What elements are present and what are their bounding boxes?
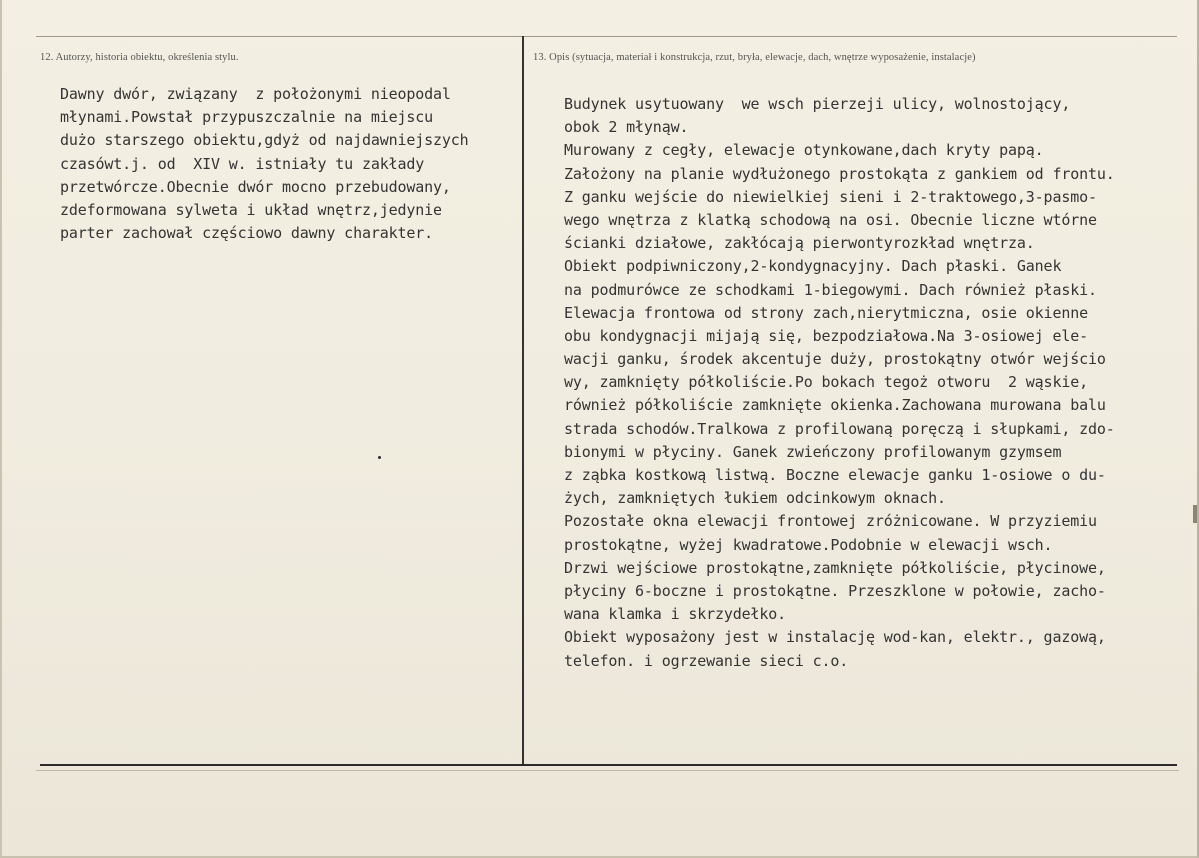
description-text-line: żych, zamkniętych łukiem odcinkowym oknach. — [564, 489, 946, 508]
description-text-line: Drzwi wejściowe prostokątne,zamknięte półkoliście, płycinowe, — [564, 558, 1106, 577]
history-text-block — [60, 83, 520, 245]
history-text-line: czasówt.j. od XIV w. istniały tu zakłady — [60, 154, 425, 173]
history-text-line: zdeformowana sylweta i układ wnętrz,jedynie — [60, 200, 442, 219]
footer-rule-faint — [36, 770, 1179, 771]
column-divider — [522, 36, 524, 764]
description-text-line: na podmurówce ze schodkami 1-biegowymi. Dach również płaski. — [564, 280, 1097, 299]
header-rule — [36, 36, 1177, 37]
description-text-line: strada schodów.Tralkowa z profilowaną poręczą i słupkami, zdo- — [564, 419, 1115, 438]
description-text-line: z ząbka kostkową listwą. Boczne elewacje ganku 1-osiowe o du- — [564, 466, 1106, 484]
description-text-line: obu kondygnacji mijają się, bezpodziałowa.Na 3-osiowej ele- — [564, 326, 1088, 345]
description-text-line: bionymi w płyciny. Ganek zwieńczony profilowanym gzymsem — [564, 442, 1062, 461]
description-text-line: ścianki działowe, zakłócają pierwontyrozkład wnętrza. — [564, 234, 1035, 253]
description-text-line: Budynek usytuowany we wsch pierzeji ulicy, wolnostojący, — [564, 95, 1071, 113]
edge-mark — [1193, 505, 1197, 523]
history-text-line: Dawny dwór, związany z położonymi nieopodal — [60, 85, 451, 103]
description-text-line: wana klamka i skrzydełko. — [564, 605, 787, 624]
description-text-line: Założony na planie wydłużonego prostokąta z gankiem od frontu. — [564, 164, 1115, 183]
history-text-line: dużo starszego obiektu,gdyż od najdawniejszych — [60, 131, 469, 150]
history-text-line: parter zachował częściowo dawny charakter. — [60, 224, 433, 243]
description-text-line: obok 2 młynąw. — [564, 118, 689, 137]
description-text-line: płyciny 6-boczne i prostokątne. Przeszklone w połowie, zacho- — [564, 581, 1106, 600]
history-text-line: przetwórcze.Obecnie dwór mocno przebudowany, — [60, 177, 451, 196]
description-text-line: Elewacja frontowa od strony zach,nierytmiczna, osie okienne — [564, 303, 1088, 322]
description-text-line: Pozostałe okna elewacji frontowej zróżnicowane. W przyziemiu — [564, 512, 1097, 531]
description-text-line: również półkoliście zamknięte okienka.Zachowana murowana balu — [564, 396, 1106, 415]
history-text-line: młynami.Powstał przypuszczalnie na miejscu — [60, 108, 433, 127]
description-text-line: wego wnętrza z klatką schodową na osi. Obecnie liczne wtórne — [564, 210, 1097, 229]
description-text-line: wacji ganku, środek akcentuje duży, prostokątny otwór wejścio — [564, 350, 1106, 369]
description-text-line: telefon. i ogrzewanie sieci c.o. — [564, 651, 849, 670]
description-text-line: Obiekt wyposażony jest w instalację wod-kan, elektr., gazową, — [564, 628, 1106, 647]
description-text-line: wy, zamknięty półkoliście.Po bokach tegoż otworu 2 wąskie, — [564, 373, 1088, 392]
section-13-label: 13. Opis (sytuacja, materiał i konstrukcja, rzut, bryła, elewacje, dach, wnętrze wyposażenie, instalacje) — [533, 52, 976, 63]
description-text-block — [564, 93, 1189, 673]
description-text-line: Obiekt podpiwniczony,2-kondygnacyjny. Dach płaski. Ganek — [564, 257, 1062, 276]
description-text-line: Z ganku wejście do niewielkiej sieni i 2-traktowego,3-pasmo- — [564, 187, 1097, 206]
ink-dot — [378, 456, 381, 459]
description-text-line: Murowany z cegły, elewacje otynkowane,dach kryty papą. — [564, 141, 1044, 160]
description-text-line: prostokątne, wyżej kwadratowe.Podobnie w elewacji wsch. — [564, 535, 1053, 554]
footer-rule — [40, 764, 1177, 766]
section-12-label: 12. Autorzy, historia obiektu, określenia stylu. — [40, 52, 239, 63]
